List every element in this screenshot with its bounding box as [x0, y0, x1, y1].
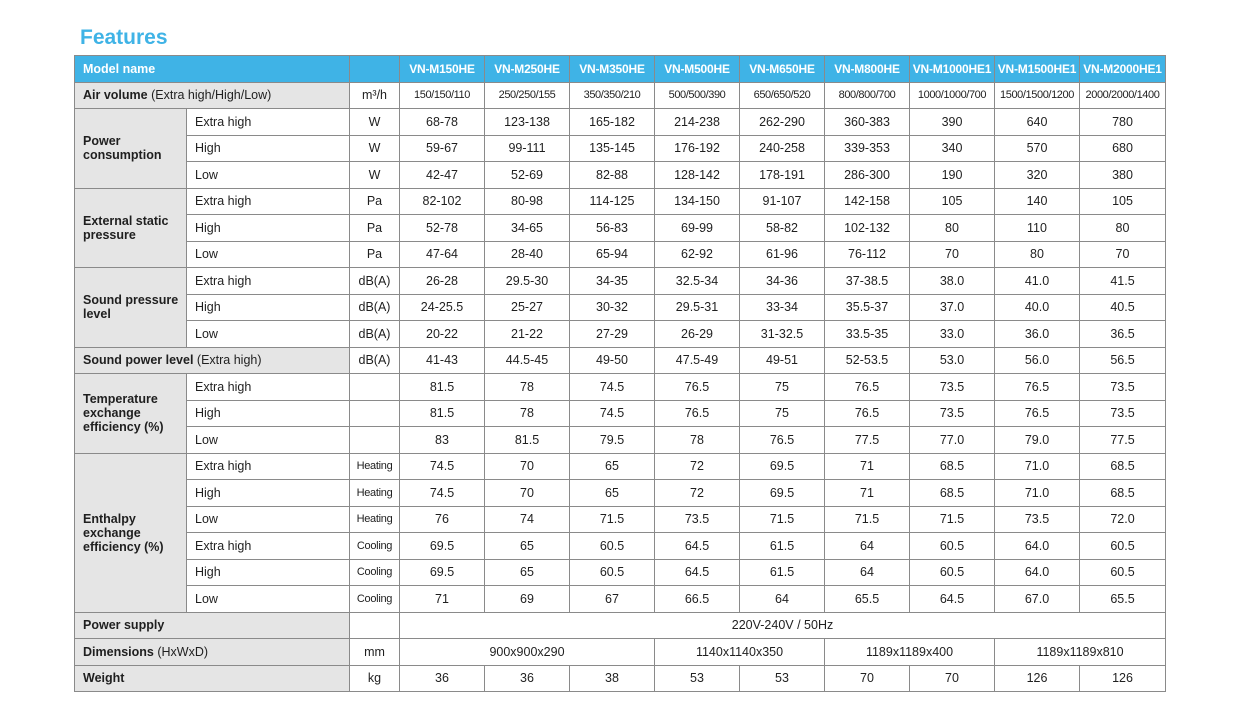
- value-cell: 67.0: [995, 586, 1080, 613]
- value-cell: 74: [485, 506, 570, 533]
- value-cell: 26-28: [400, 268, 485, 295]
- table-row: [75, 480, 1166, 507]
- value-cell: 76-112: [825, 241, 910, 268]
- sub-label: Low: [187, 162, 350, 189]
- value-cell: 79.0: [995, 427, 1080, 454]
- value-cell: 60.5: [570, 533, 655, 560]
- value-cell: 36: [485, 665, 570, 692]
- value-cell: 105: [1080, 188, 1166, 215]
- value-cell: 380: [1080, 162, 1166, 189]
- value-cell: 26-29: [655, 321, 740, 348]
- value-cell: 71.0: [995, 453, 1080, 480]
- row-label-text: Dimensions: [83, 644, 154, 659]
- value-cell: 81.5: [400, 374, 485, 401]
- value-cell: 102-132: [825, 215, 910, 242]
- value-cell: 71: [825, 453, 910, 480]
- model-name-header: Model name: [75, 56, 350, 83]
- value-cell: 30-32: [570, 294, 655, 321]
- sub-label: Extra high: [187, 188, 350, 215]
- value-cell: 165-182: [570, 109, 655, 136]
- value-cell: 76.5: [655, 374, 740, 401]
- table-row: [75, 639, 1166, 666]
- value-cell: 21-22: [485, 321, 570, 348]
- unit-cell: dB(A): [350, 294, 400, 321]
- row-label: [75, 665, 350, 692]
- value-cell: 67: [570, 586, 655, 613]
- value-cell: 262-290: [740, 109, 825, 136]
- value-cell: 178-191: [740, 162, 825, 189]
- value-cell: 78: [485, 400, 570, 427]
- sub-label: Extra high: [187, 109, 350, 136]
- unit-cell: dB(A): [350, 268, 400, 295]
- value-cell: 2000/2000/1400: [1080, 82, 1166, 109]
- table-row: [75, 135, 1166, 162]
- value-cell: 59-67: [400, 135, 485, 162]
- value-cell: 36.0: [995, 321, 1080, 348]
- table-row: [75, 347, 1166, 374]
- sub-label: High: [187, 215, 350, 242]
- value-cell: 570: [995, 135, 1080, 162]
- table-row: [75, 268, 1166, 295]
- value-cell: 360-383: [825, 109, 910, 136]
- value-cell: 34-35: [570, 268, 655, 295]
- group-label: Temperature exchange efficiency (%): [75, 374, 187, 454]
- value-cell: 47-64: [400, 241, 485, 268]
- unit-cell: mm: [350, 639, 400, 666]
- value-cell: 320: [995, 162, 1080, 189]
- value-cell: 72: [655, 453, 740, 480]
- value-cell: 214-238: [655, 109, 740, 136]
- value-cell: 73.5: [1080, 374, 1166, 401]
- unit-cell: Pa: [350, 215, 400, 242]
- unit-cell: [350, 400, 400, 427]
- value-cell: 20-22: [400, 321, 485, 348]
- value-cell: 61.5: [740, 533, 825, 560]
- value-cell: 70: [910, 665, 995, 692]
- value-cell: 81.5: [400, 400, 485, 427]
- table-row: [75, 506, 1166, 533]
- value-cell: 35.5-37: [825, 294, 910, 321]
- unit-cell: Pa: [350, 188, 400, 215]
- table-row: [75, 665, 1166, 692]
- unit-cell: kg: [350, 665, 400, 692]
- value-cell: 65: [570, 480, 655, 507]
- value-cell: 83: [400, 427, 485, 454]
- value-cell: 64.0: [995, 559, 1080, 586]
- sub-label: High: [187, 135, 350, 162]
- value-cell: 53: [740, 665, 825, 692]
- value-cell: 60.5: [1080, 559, 1166, 586]
- sub-label: Extra high: [187, 374, 350, 401]
- value-cell: 69.5: [400, 533, 485, 560]
- table-row: [75, 294, 1166, 321]
- value-cell: 71: [825, 480, 910, 507]
- table-row: [75, 188, 1166, 215]
- value-cell: 71.5: [910, 506, 995, 533]
- value-cell: 80: [1080, 215, 1166, 242]
- value-cell: 78: [655, 427, 740, 454]
- group-label: External static pressure: [75, 188, 187, 268]
- table-row: [75, 427, 1166, 454]
- value-cell: 40.0: [995, 294, 1080, 321]
- value-cell: 70: [485, 453, 570, 480]
- value-cell: 190: [910, 162, 995, 189]
- value-cell: 80-98: [485, 188, 570, 215]
- value-cell: 38: [570, 665, 655, 692]
- value-cell: 60.5: [910, 533, 995, 560]
- unit-cell: dB(A): [350, 321, 400, 348]
- value-cell: 74.5: [400, 480, 485, 507]
- value-cell: 37-38.5: [825, 268, 910, 295]
- value-cell: 69-99: [655, 215, 740, 242]
- value-cell: 64: [825, 559, 910, 586]
- value-cell: 65: [485, 559, 570, 586]
- value-cell: 65.5: [1080, 586, 1166, 613]
- value-cell: 650/650/520: [740, 82, 825, 109]
- value-cell: 135-145: [570, 135, 655, 162]
- value-cell: 75: [740, 400, 825, 427]
- value-cell: 71.5: [570, 506, 655, 533]
- value-cell: 150/150/110: [400, 82, 485, 109]
- unit-cell: W: [350, 162, 400, 189]
- value-cell: 81.5: [485, 427, 570, 454]
- sub-label: High: [187, 480, 350, 507]
- row-label-text: Sound power level: [83, 353, 194, 368]
- value-cell: 123-138: [485, 109, 570, 136]
- value-cell: 28-40: [485, 241, 570, 268]
- value-cell: 68.5: [910, 480, 995, 507]
- value-cell: 500/500/390: [655, 82, 740, 109]
- value-cell: 73.5: [655, 506, 740, 533]
- value-cell: 73.5: [910, 374, 995, 401]
- value-cell: 65-94: [570, 241, 655, 268]
- value-cell: 76.5: [995, 400, 1080, 427]
- unit-cell: Heating: [350, 480, 400, 507]
- table-header-row: [75, 56, 1166, 83]
- value-cell: 640: [995, 109, 1080, 136]
- value-cell: 240-258: [740, 135, 825, 162]
- row-label-note: (Extra high): [196, 353, 262, 368]
- value-cell: 76.5: [825, 400, 910, 427]
- value-cell: 69.5: [740, 453, 825, 480]
- value-cell: 91-107: [740, 188, 825, 215]
- value-cell: 70: [485, 480, 570, 507]
- value-cell: 33.5-35: [825, 321, 910, 348]
- value-cell: 68.5: [1080, 480, 1166, 507]
- value-cell: 29.5-30: [485, 268, 570, 295]
- value-cell: 1000/1000/700: [910, 82, 995, 109]
- value-cell: 34-36: [740, 268, 825, 295]
- value-cell: 69.5: [400, 559, 485, 586]
- value-cell: 68.5: [1080, 453, 1166, 480]
- value-cell: 70: [910, 241, 995, 268]
- value-cell: 52-53.5: [825, 347, 910, 374]
- value-cell: 56.0: [995, 347, 1080, 374]
- page-title: Features: [80, 26, 168, 49]
- value-cell: 65: [570, 453, 655, 480]
- value-cell: 49-50: [570, 347, 655, 374]
- sub-label: High: [187, 400, 350, 427]
- value-cell: 74.5: [570, 374, 655, 401]
- value-cell: 31-32.5: [740, 321, 825, 348]
- unit-cell: m³/h: [350, 82, 400, 109]
- unit-header: [350, 56, 400, 83]
- value-cell: 350/350/210: [570, 82, 655, 109]
- value-cell: 36: [400, 665, 485, 692]
- table-row: [75, 453, 1166, 480]
- sub-label: Extra high: [187, 268, 350, 295]
- value-cell: 126: [1080, 665, 1166, 692]
- value-cell: 64.5: [655, 559, 740, 586]
- value-cell: 71: [400, 586, 485, 613]
- dimension-cell: 1189x1189x810: [995, 639, 1166, 666]
- model-header-cell: VN-M650HE: [740, 56, 825, 83]
- value-cell: 64.5: [655, 533, 740, 560]
- value-cell: 110: [995, 215, 1080, 242]
- value-cell: 64.5: [910, 586, 995, 613]
- value-cell: 41.0: [995, 268, 1080, 295]
- value-cell: 286-300: [825, 162, 910, 189]
- row-label-text: Weight: [83, 671, 125, 686]
- features-table: [74, 55, 1166, 692]
- unit-cell: [350, 612, 400, 639]
- row-label: [75, 82, 350, 109]
- value-cell: 72.0: [1080, 506, 1166, 533]
- value-cell: 42-47: [400, 162, 485, 189]
- unit-cell: W: [350, 109, 400, 136]
- model-header-cell: VN-M800HE: [825, 56, 910, 83]
- sub-label: Low: [187, 241, 350, 268]
- value-cell: 29.5-31: [655, 294, 740, 321]
- value-cell: 52-78: [400, 215, 485, 242]
- model-header-cell: VN-M1500HE1: [995, 56, 1080, 83]
- table-row: [75, 241, 1166, 268]
- value-cell: 74.5: [400, 453, 485, 480]
- table-row: [75, 559, 1166, 586]
- value-cell: 80: [910, 215, 995, 242]
- dimension-cell: 900x900x290: [400, 639, 655, 666]
- group-label: Power consumption: [75, 109, 187, 189]
- row-label-text: Air volume: [83, 88, 148, 103]
- table-row: [75, 109, 1166, 136]
- value-cell: 76.5: [740, 427, 825, 454]
- value-cell: 69: [485, 586, 570, 613]
- value-cell: 68-78: [400, 109, 485, 136]
- value-cell: 65: [485, 533, 570, 560]
- value-cell: 1500/1500/1200: [995, 82, 1080, 109]
- value-cell: 70: [1080, 241, 1166, 268]
- value-cell: 60.5: [910, 559, 995, 586]
- row-label: [75, 639, 350, 666]
- value-cell: 176-192: [655, 135, 740, 162]
- value-cell: 71.5: [740, 506, 825, 533]
- value-cell: 27-29: [570, 321, 655, 348]
- value-cell: 70: [825, 665, 910, 692]
- sub-label: Low: [187, 506, 350, 533]
- value-cell: 140: [995, 188, 1080, 215]
- value-cell: 80: [995, 241, 1080, 268]
- unit-cell: Cooling: [350, 586, 400, 613]
- row-label-note: (Extra high/High/Low): [151, 88, 272, 103]
- value-cell: 65.5: [825, 586, 910, 613]
- sub-label: Extra high: [187, 533, 350, 560]
- table-row: [75, 162, 1166, 189]
- value-cell: 71.5: [825, 506, 910, 533]
- value-cell: 53.0: [910, 347, 995, 374]
- value-cell: 126: [995, 665, 1080, 692]
- value-cell: 79.5: [570, 427, 655, 454]
- value-cell: 33.0: [910, 321, 995, 348]
- value-cell: 53: [655, 665, 740, 692]
- group-label: Enthalpy exchange efficiency (%): [75, 453, 187, 612]
- value-cell: 68.5: [910, 453, 995, 480]
- value-cell: 32.5-34: [655, 268, 740, 295]
- value-cell: 73.5: [995, 506, 1080, 533]
- value-cell: 77.0: [910, 427, 995, 454]
- value-cell: 680: [1080, 135, 1166, 162]
- value-cell: 74.5: [570, 400, 655, 427]
- value-cell: 60.5: [570, 559, 655, 586]
- model-header-cell: VN-M500HE: [655, 56, 740, 83]
- value-cell: 37.0: [910, 294, 995, 321]
- value-cell: 114-125: [570, 188, 655, 215]
- table-row: [75, 215, 1166, 242]
- unit-cell: [350, 374, 400, 401]
- unit-cell: Heating: [350, 506, 400, 533]
- value-cell: 61-96: [740, 241, 825, 268]
- value-cell: 340: [910, 135, 995, 162]
- value-cell: 40.5: [1080, 294, 1166, 321]
- value-cell: 76: [400, 506, 485, 533]
- unit-cell: W: [350, 135, 400, 162]
- unit-cell: [350, 427, 400, 454]
- sub-label: Low: [187, 427, 350, 454]
- row-label: Power supply: [75, 612, 350, 639]
- table-row: [75, 612, 1166, 639]
- value-cell: 76.5: [995, 374, 1080, 401]
- value-cell: 25-27: [485, 294, 570, 321]
- value-cell: 142-158: [825, 188, 910, 215]
- value-cell: 339-353: [825, 135, 910, 162]
- value-cell: 56.5: [1080, 347, 1166, 374]
- power-supply-value: 220V-240V / 50Hz: [400, 612, 1166, 639]
- group-label: Sound pressure level: [75, 268, 187, 348]
- value-cell: 33-34: [740, 294, 825, 321]
- unit-cell: Cooling: [350, 533, 400, 560]
- table-row: [75, 374, 1166, 401]
- value-cell: 78: [485, 374, 570, 401]
- value-cell: 24-25.5: [400, 294, 485, 321]
- value-cell: 82-88: [570, 162, 655, 189]
- value-cell: 77.5: [1080, 427, 1166, 454]
- value-cell: 69.5: [740, 480, 825, 507]
- sub-label: Low: [187, 321, 350, 348]
- model-header-cell: VN-M350HE: [570, 56, 655, 83]
- table-row: [75, 586, 1166, 613]
- value-cell: 64: [740, 586, 825, 613]
- value-cell: 128-142: [655, 162, 740, 189]
- model-header-cell: VN-M1000HE1: [910, 56, 995, 83]
- value-cell: 60.5: [1080, 533, 1166, 560]
- model-header-cell: VN-M250HE: [485, 56, 570, 83]
- value-cell: 66.5: [655, 586, 740, 613]
- value-cell: 77.5: [825, 427, 910, 454]
- sub-label: High: [187, 294, 350, 321]
- value-cell: 76.5: [655, 400, 740, 427]
- value-cell: 73.5: [1080, 400, 1166, 427]
- value-cell: 36.5: [1080, 321, 1166, 348]
- value-cell: 64.0: [995, 533, 1080, 560]
- value-cell: 52-69: [485, 162, 570, 189]
- value-cell: 34-65: [485, 215, 570, 242]
- model-header-cell: VN-M2000HE1: [1080, 56, 1166, 83]
- value-cell: 41-43: [400, 347, 485, 374]
- unit-cell: dB(A): [350, 347, 400, 374]
- unit-cell: Heating: [350, 453, 400, 480]
- value-cell: 800/800/700: [825, 82, 910, 109]
- value-cell: 64: [825, 533, 910, 560]
- value-cell: 62-92: [655, 241, 740, 268]
- sub-label: High: [187, 559, 350, 586]
- value-cell: 99-111: [485, 135, 570, 162]
- value-cell: 72: [655, 480, 740, 507]
- sub-label: Extra high: [187, 453, 350, 480]
- unit-cell: Pa: [350, 241, 400, 268]
- value-cell: 38.0: [910, 268, 995, 295]
- value-cell: 47.5-49: [655, 347, 740, 374]
- value-cell: 56-83: [570, 215, 655, 242]
- value-cell: 58-82: [740, 215, 825, 242]
- dimension-cell: 1189x1189x400: [825, 639, 995, 666]
- value-cell: 250/250/155: [485, 82, 570, 109]
- table-row: [75, 400, 1166, 427]
- value-cell: 780: [1080, 109, 1166, 136]
- unit-cell: Cooling: [350, 559, 400, 586]
- value-cell: 73.5: [910, 400, 995, 427]
- dimension-cell: 1140x1140x350: [655, 639, 825, 666]
- sub-label: Low: [187, 586, 350, 613]
- value-cell: 390: [910, 109, 995, 136]
- value-cell: 82-102: [400, 188, 485, 215]
- row-label: [75, 347, 350, 374]
- model-header-cell: VN-M150HE: [400, 56, 485, 83]
- table-row: [75, 321, 1166, 348]
- value-cell: 71.0: [995, 480, 1080, 507]
- table-row: [75, 82, 1166, 109]
- value-cell: 61.5: [740, 559, 825, 586]
- value-cell: 134-150: [655, 188, 740, 215]
- value-cell: 75: [740, 374, 825, 401]
- table-row: [75, 533, 1166, 560]
- value-cell: 49-51: [740, 347, 825, 374]
- value-cell: 105: [910, 188, 995, 215]
- value-cell: 44.5-45: [485, 347, 570, 374]
- value-cell: 41.5: [1080, 268, 1166, 295]
- value-cell: 76.5: [825, 374, 910, 401]
- row-label-note: (HxWxD): [157, 644, 209, 659]
